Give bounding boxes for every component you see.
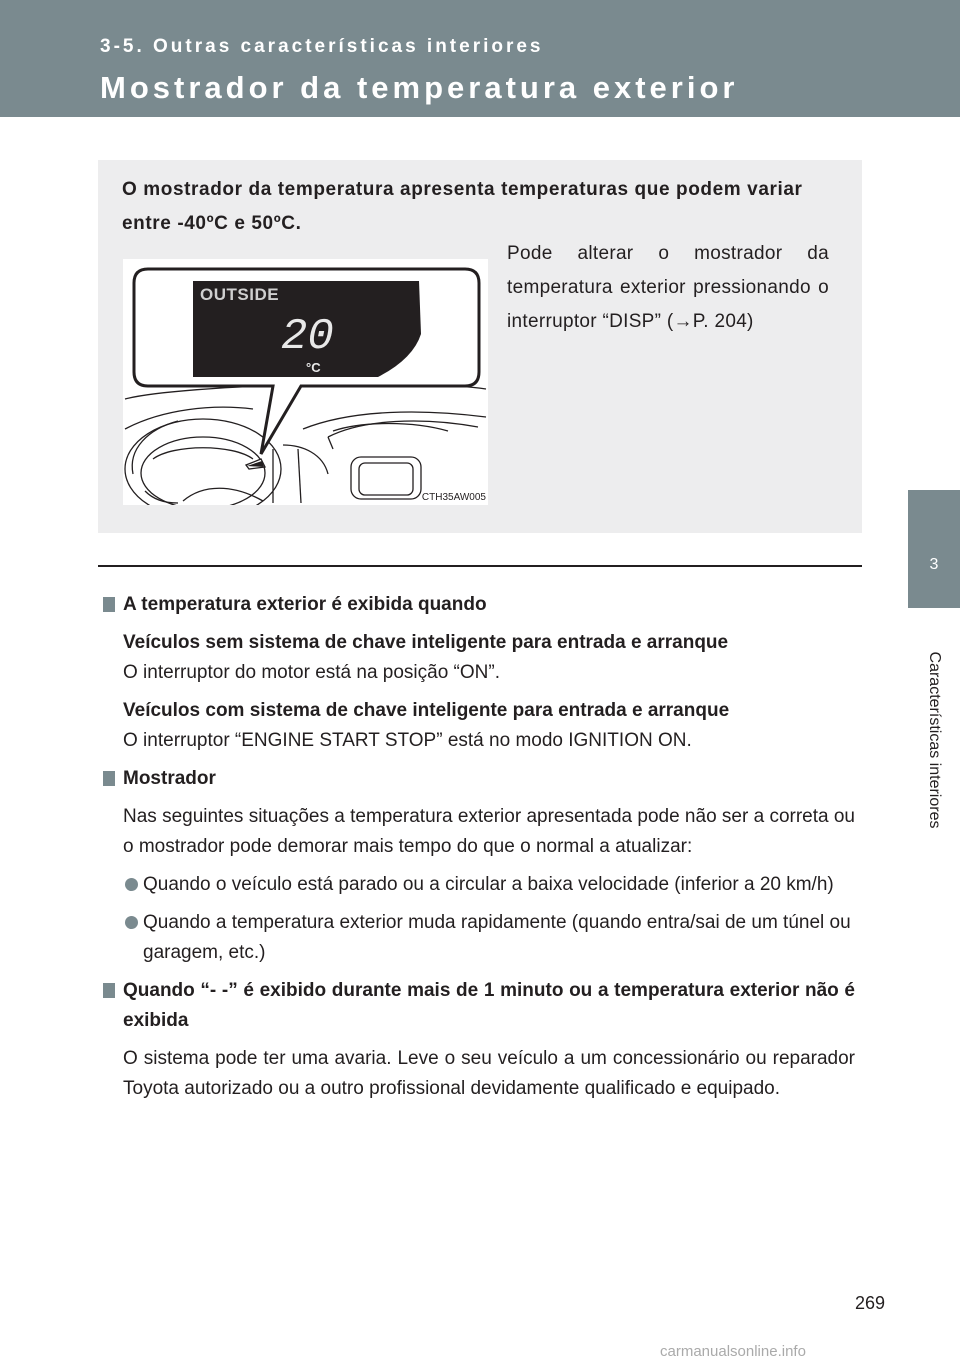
heading-display: Mostrador <box>103 764 855 794</box>
figure-code: CTH35AW005 <box>421 492 486 503</box>
outside-display-label: OUTSIDE <box>200 285 280 304</box>
section-label: 3-5. Outras características interiores <box>100 36 544 57</box>
circle-bullet-icon <box>125 878 138 891</box>
temperature-value: 20 <box>281 312 334 362</box>
info-side-text: Pode alterar o mostrador da temperatura exterior pressionando o interruptor “DISP” (→P. 204) <box>507 243 829 332</box>
chapter-number: 3 <box>929 556 939 573</box>
paragraph: O sistema pode ter uma avaria. Leve o seu veículo a um concessionário ou reparador Toyota autorizado ou a outro profissional devidamente qualificado e equipado. <box>123 1048 855 1099</box>
square-bullet-icon <box>103 597 115 612</box>
list-item: Quando o veículo está parado ou a circular a baixa velocidade (inferior a 20 km/h) <box>103 870 855 900</box>
page-number: 269 <box>855 1293 886 1313</box>
dashboard-illustration <box>123 259 488 505</box>
subheading-no-smart-key: Veículos sem sistema de chave inteligente para entrada e arranque <box>123 632 729 653</box>
heading-malfunction: Quando “- -” é exibido durante mais de 1 minuto ou a temperatura exterior não é exibida <box>103 976 855 1036</box>
chapter-label: Características interiores <box>926 651 943 829</box>
circle-bullet-icon <box>125 916 138 929</box>
section-divider <box>98 565 862 567</box>
page-header <box>0 0 960 117</box>
paragraph: O interruptor “ENGINE START STOP” está no modo IGNITION ON. <box>123 730 692 751</box>
paragraph: Nas seguintes situações a temperatura exterior apresentada pode não ser a correta ou o mostrador pode demorar mais tempo do que o normal a atualizar: <box>123 806 855 857</box>
chapter-tab[interactable] <box>908 490 960 608</box>
heading-display-conditions: A temperatura exterior é exibida quando <box>103 590 855 620</box>
subheading-smart-key: Veículos com sistema de chave inteligente para entrada e arranque <box>123 700 730 721</box>
watermark: carmanualsonline.info <box>660 1343 806 1360</box>
list-item: Quando a temperatura exterior muda rapidamente (quando entra/sai de um túnel ou garagem, etc.) <box>103 908 855 968</box>
side-tab <box>908 117 960 1157</box>
square-bullet-icon <box>103 983 115 998</box>
info-lead: O mostrador da temperatura apresenta temperaturas que podem variar entre -40ºC e 50ºC. <box>122 179 803 234</box>
temperature-unit: °C <box>306 360 321 375</box>
page-title: Mostrador da temperatura exterior <box>100 70 739 105</box>
square-bullet-icon <box>103 771 115 786</box>
dashboard-drawing <box>123 259 488 505</box>
paragraph: O interruptor do motor está na posição “ON”. <box>123 662 500 683</box>
main-content <box>103 590 855 1112</box>
